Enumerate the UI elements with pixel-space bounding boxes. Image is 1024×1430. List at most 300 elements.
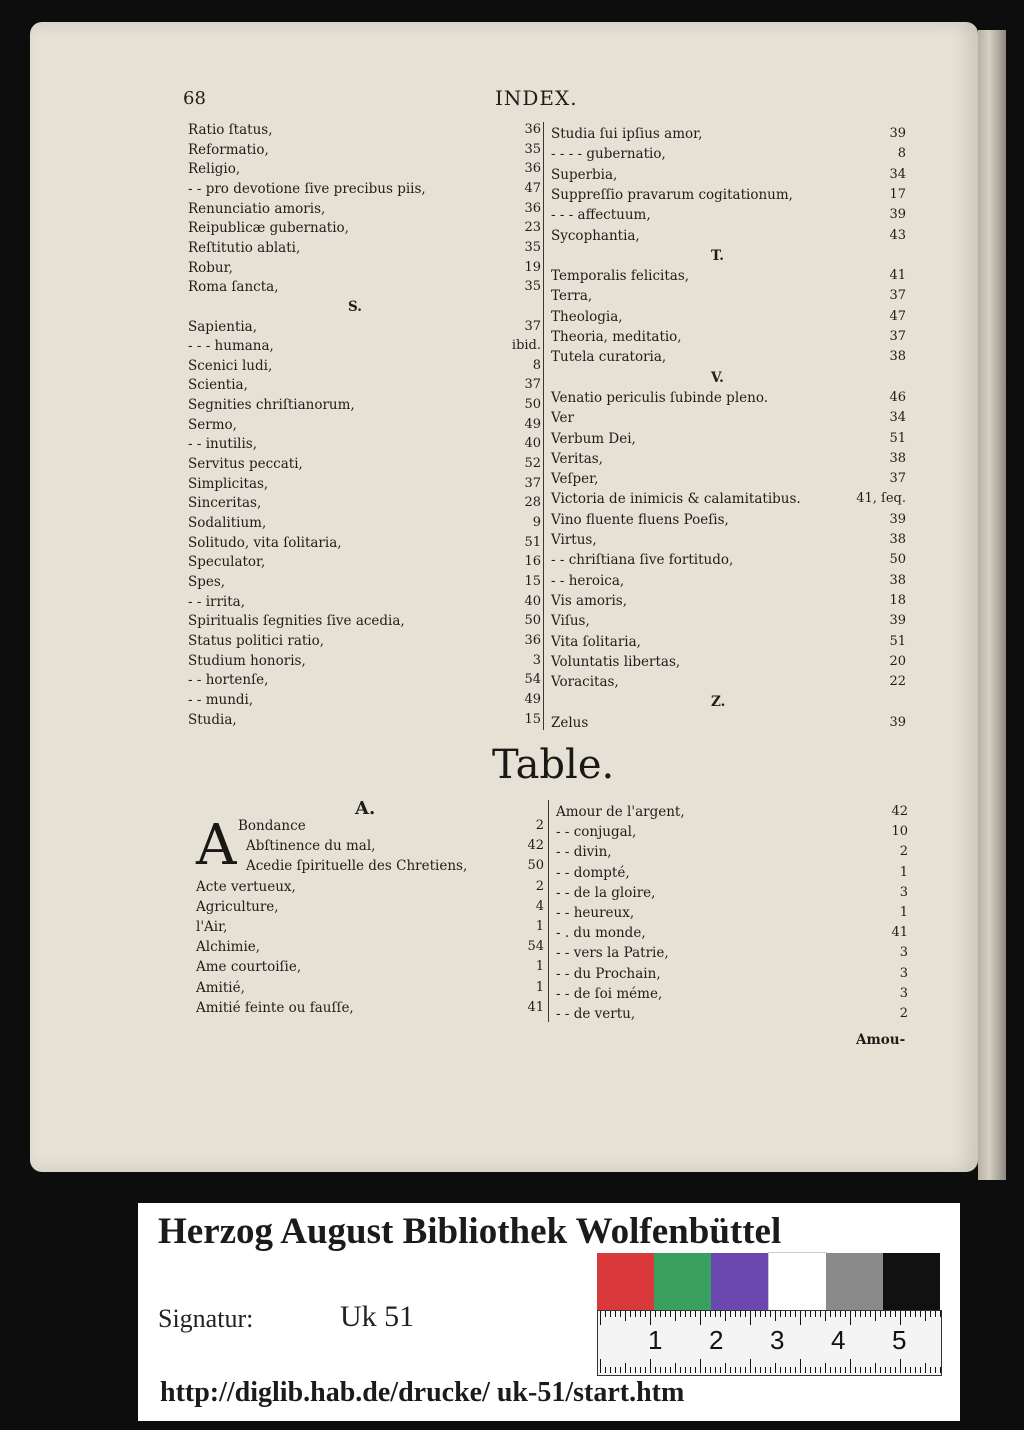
index-entry-term: Roma ſancta, <box>188 279 279 296</box>
index-entry-page: 47 <box>889 308 906 324</box>
ruler-tick <box>710 1367 711 1373</box>
index-entry-page: 35 <box>524 279 541 295</box>
ruler-tick <box>800 1311 801 1325</box>
index-entry-term: Abſtinence du mal, <box>246 838 376 855</box>
index-entry-page: 40 <box>524 436 541 452</box>
index-entry-term: - - - humana, <box>188 338 274 355</box>
index-entry-page: 36 <box>524 632 541 648</box>
index-entry-term: Voracitas, <box>551 674 619 691</box>
index-entry-page: 19 <box>524 259 541 275</box>
ruler-tick <box>930 1367 931 1373</box>
ruler-tick <box>875 1311 876 1321</box>
library-name: Herzog August Bibliothek Wolfenbüttel <box>158 1211 782 1252</box>
ruler-tick <box>840 1311 841 1317</box>
ruler-tick <box>695 1367 696 1373</box>
ruler-tick <box>885 1311 886 1317</box>
index-entry-term: Sodalitium, <box>188 515 267 531</box>
index-entry-term: Spes, <box>188 573 226 590</box>
index-entry-page: 2 <box>899 844 908 860</box>
ruler-tick <box>885 1367 886 1373</box>
index-entry-page: 39 <box>889 126 906 141</box>
index-entry-page: 38 <box>889 532 906 547</box>
index-entry-term: - - du Prochain, <box>556 965 661 982</box>
index-entry-page: 8 <box>897 146 906 162</box>
ruler-tick <box>645 1367 646 1373</box>
index-entry-page: 42 <box>891 804 908 819</box>
ruler-tick <box>790 1311 791 1317</box>
index-entry-page: 43 <box>889 227 906 243</box>
index-entry-term: - - de la gloire, <box>556 884 656 901</box>
table-column-rule <box>548 800 549 1022</box>
index-entry-page: 37 <box>524 318 541 334</box>
index-entry-page: 36 <box>524 161 541 177</box>
ruler-tick <box>680 1367 681 1373</box>
ruler-number: 1 <box>648 1325 663 1355</box>
index-entry-term: Acedie ſpirituelle des Chretiens, <box>246 858 468 875</box>
index-entry-term: Sermo, <box>188 416 237 433</box>
ruler-tick <box>895 1311 896 1317</box>
ruler-tick <box>725 1311 726 1321</box>
ruler-tick <box>620 1311 621 1317</box>
ruler-tick <box>935 1367 936 1373</box>
ruler-tick <box>920 1367 921 1373</box>
ruler-tick <box>660 1311 661 1317</box>
index-entry-page: 41 <box>527 999 544 1015</box>
ruler-tick <box>740 1367 741 1373</box>
ruler-tick <box>850 1359 851 1373</box>
index-entry-page: 50 <box>524 397 541 413</box>
index-entry-term: Scientia, <box>188 377 248 394</box>
ruler-tick <box>820 1311 821 1317</box>
ruler-tick <box>800 1359 801 1373</box>
ruler-tick <box>915 1367 916 1373</box>
index-entry-page: 37 <box>524 475 541 491</box>
index-entry-page: 15 <box>524 711 541 727</box>
index-entry-page: 39 <box>889 511 906 527</box>
index-entry-term: Amitié feinte ou fauſſe, <box>196 999 354 1016</box>
index-entry-page: 18 <box>889 592 906 608</box>
index-entry-page: 28 <box>524 495 541 511</box>
index-entry-term: Agriculture, <box>196 898 279 915</box>
index-entry-term: Religio, <box>188 161 241 178</box>
ruler-tick <box>735 1311 736 1317</box>
signatur-value: Uk 51 <box>340 1300 415 1333</box>
ruler-tick <box>835 1367 836 1373</box>
index-entry-term: - - irrita, <box>188 593 246 610</box>
ruler-tick <box>635 1311 636 1317</box>
index-entry-term: Reformatio, <box>188 141 269 158</box>
index-entry-page: 51 <box>889 430 906 446</box>
color-patch <box>769 1253 826 1311</box>
ruler-tick <box>760 1367 761 1373</box>
ruler-tick <box>740 1311 741 1317</box>
ruler-tick <box>670 1367 671 1373</box>
ruler-tick <box>820 1367 821 1373</box>
index-entry-term: Alchimie, <box>196 939 261 956</box>
index-entry-term: Tutela curatoria, <box>551 349 667 366</box>
ruler-number: 4 <box>831 1325 846 1355</box>
ruler-tick <box>780 1367 781 1373</box>
index-entry-page: 38 <box>889 450 906 466</box>
index-entry-page: 15 <box>524 573 541 589</box>
ruler-tick <box>795 1367 796 1373</box>
ruler-tick <box>870 1367 871 1373</box>
ruler-tick <box>655 1311 656 1317</box>
index-entry-page: 49 <box>524 416 541 432</box>
ruler-tick <box>845 1311 846 1317</box>
index-entry-page: 41 <box>889 268 906 284</box>
ruler-tick <box>845 1367 846 1373</box>
ruler-tick <box>655 1367 656 1373</box>
ruler-tick <box>905 1311 906 1317</box>
index-entry-term: Veſper, <box>551 471 599 488</box>
index-entry-page: 37 <box>524 377 541 393</box>
index-entry-page: 34 <box>889 166 906 182</box>
ruler-tick <box>880 1367 881 1373</box>
index-section-letter: T. <box>711 247 725 264</box>
ruler-tick <box>750 1359 751 1373</box>
index-entry-page: 22 <box>889 674 906 690</box>
index-entry-term: - - mundi, <box>188 691 254 708</box>
index-entry-page: 17 <box>889 186 906 202</box>
index-entry-term: Victoria de inimicis & calamitatibus. <box>551 491 801 508</box>
ruler-tick <box>715 1311 716 1317</box>
ruler-tick <box>610 1311 611 1317</box>
ruler-tick <box>780 1311 781 1317</box>
ruler-tick <box>840 1367 841 1373</box>
index-entry-page: 50 <box>527 858 544 874</box>
index-entry-page: 47 <box>524 180 541 196</box>
ruler-tick <box>765 1311 766 1317</box>
ruler-tick <box>835 1311 836 1317</box>
ruler-tick <box>730 1367 731 1373</box>
ruler-tick <box>910 1367 911 1373</box>
index-entry-page: 41, ſeq. <box>856 491 906 507</box>
index-entry-term: Scenici ludi, <box>188 357 273 374</box>
ruler-tick <box>675 1363 676 1373</box>
index-entry-page: 16 <box>524 554 541 570</box>
index-entry-term: Ame courtoiſie, <box>196 959 302 976</box>
ruler-tick <box>685 1311 686 1317</box>
ruler-tick <box>920 1311 921 1317</box>
index-entry-term: Renunciatio amoris, <box>188 200 326 217</box>
index-entry-page: 34 <box>889 410 906 426</box>
ruler-tick <box>900 1359 901 1373</box>
index-entry-page: 3 <box>899 884 908 900</box>
ruler-tick <box>665 1367 666 1373</box>
ruler-tick <box>770 1311 771 1317</box>
index-entry-term: Venatio periculis ſubinde pleno. <box>551 389 769 406</box>
ruler-tick <box>720 1311 721 1317</box>
ruler-tick <box>640 1311 641 1317</box>
ruler-tick <box>650 1311 651 1325</box>
index-entry-term: Sycophantia, <box>551 227 640 244</box>
ruler-tick <box>765 1367 766 1373</box>
index-entry-term: Status politici ratio, <box>188 632 325 649</box>
ruler-tick <box>690 1367 691 1373</box>
index-entry-page: 41 <box>891 925 908 941</box>
ruler-tick <box>635 1367 636 1373</box>
index-section-letter: V. <box>711 369 724 386</box>
ruler-tick <box>615 1311 616 1317</box>
index-entry-term: Bondance <box>238 818 306 834</box>
index-entry-term: Zelus <box>551 714 589 731</box>
index-entry-term: Superbia, <box>551 166 618 183</box>
ruler-tick <box>830 1311 831 1317</box>
index-entry-page: 23 <box>524 220 541 236</box>
index-entry-term: - - - affectuum, <box>551 207 651 224</box>
ruler-tick <box>940 1367 941 1373</box>
index-entry-term: Simplicitas, <box>188 475 269 492</box>
index-entry-page: 8 <box>532 357 541 373</box>
ruler-tick <box>770 1367 771 1373</box>
index-entry-term: - - inutilis, <box>188 436 258 453</box>
ruler-tick <box>690 1311 691 1317</box>
ruler-tick <box>755 1311 756 1317</box>
index-entry-page: 9 <box>532 515 541 530</box>
index-entry-term: Vino fluente fluens Poeſis, <box>551 511 729 528</box>
ruler-tick <box>705 1367 706 1373</box>
index-entry-term: - - dompté, <box>556 864 630 881</box>
color-patch <box>711 1253 768 1311</box>
index-entry-term: Terra, <box>551 288 593 305</box>
index-entry-page: 49 <box>524 691 541 707</box>
ruler-tick <box>805 1311 806 1317</box>
index-entry-term: Veritas, <box>551 450 603 467</box>
ruler-tick <box>795 1311 796 1317</box>
ruler-tick <box>750 1311 751 1325</box>
ruler-tick <box>625 1311 626 1321</box>
index-entry-term: Ratio ſtatus, <box>188 122 273 138</box>
index-entry-page: 35 <box>524 141 541 157</box>
index-entry-term: Theoria, meditatio, <box>551 329 682 345</box>
ruler-tick <box>850 1311 851 1325</box>
index-entry-page: 2 <box>535 878 544 894</box>
ruler-tick <box>700 1359 701 1373</box>
ruler-tick <box>815 1367 816 1373</box>
index-entry-term: Acte vertueux, <box>196 878 296 895</box>
ruler-tick <box>725 1363 726 1373</box>
ruler-tick <box>610 1367 611 1373</box>
ruler-tick <box>875 1363 876 1373</box>
ruler-tick <box>605 1311 606 1317</box>
index-entry-term: - - heureux, <box>556 905 635 921</box>
digital-library-url[interactable]: http://diglib.hab.de/drucke/ uk-51/start.htm <box>160 1377 685 1408</box>
index-entry-term: Virtus, <box>551 532 597 548</box>
index-entry-page: 3 <box>899 965 908 981</box>
index-entry-term: - - hortenſe, <box>188 672 269 689</box>
signatur-label: Signatur: <box>158 1304 254 1333</box>
index-entry-page: ibid. <box>511 338 541 354</box>
index-entry-term: Verbum Dei, <box>551 430 636 447</box>
index-entry-page: 39 <box>889 613 906 629</box>
ruler-tick <box>630 1311 631 1317</box>
index-entry-term: - - conjugal, <box>556 824 637 841</box>
ruler-tick <box>685 1367 686 1373</box>
ruler-tick <box>745 1367 746 1373</box>
index-entry-term: Vita ſolitaria, <box>551 633 641 650</box>
index-entry-term: Voluntatis libertas, <box>551 653 681 670</box>
index-entry-page: 4 <box>535 898 544 914</box>
ruler-tick <box>860 1367 861 1373</box>
index-entry-term: Speculator, <box>188 554 266 571</box>
index-column-rule <box>543 122 544 730</box>
ruler-tick <box>775 1311 776 1321</box>
index-entry-term: Sinceritas, <box>188 495 262 512</box>
index-entry-term: Suppreſſio pravarum cogitationum, <box>551 186 793 203</box>
table-section-letter: A. <box>355 798 376 819</box>
index-entry-page: 37 <box>889 471 906 487</box>
ruler-tick <box>705 1311 706 1317</box>
ruler-tick <box>865 1311 866 1317</box>
ruler-tick <box>630 1367 631 1373</box>
index-entry-page: 3 <box>899 985 908 1001</box>
ruler-tick <box>710 1311 711 1317</box>
ruler-number: 3 <box>770 1325 785 1355</box>
ruler-tick <box>935 1311 936 1317</box>
index-entry-term: - - de ſoi méme, <box>556 985 663 1002</box>
index-entry-page: 37 <box>889 329 906 344</box>
index-entry-page: 37 <box>889 288 906 304</box>
index-entry-term: Robur, <box>188 259 233 276</box>
color-patch <box>883 1253 940 1311</box>
index-entry-page: 3 <box>899 945 908 961</box>
ruler-tick <box>905 1367 906 1373</box>
ruler-tick <box>680 1311 681 1317</box>
book-page <box>30 22 978 1172</box>
index-entry-page: 50 <box>524 613 541 629</box>
ruler-tick <box>900 1311 901 1325</box>
index-entry-term: Spiritualis ſegnities ſive acedia, <box>188 613 405 630</box>
index-entry-page: 10 <box>891 824 908 840</box>
index-entry-page: 1 <box>535 979 544 995</box>
ruler-tick <box>700 1311 701 1325</box>
ruler-tick <box>605 1367 606 1373</box>
ruler-tick <box>790 1367 791 1373</box>
index-entry-term: - - pro devotione ſive precibus piis, <box>188 180 426 197</box>
ruler-tick <box>880 1311 881 1317</box>
ruler-tick <box>805 1367 806 1373</box>
ruler-tick <box>645 1311 646 1317</box>
index-entry-page: 51 <box>889 633 906 649</box>
ruler-number: 2 <box>709 1325 724 1355</box>
color-patch <box>826 1253 883 1311</box>
index-entry-page: 36 <box>524 122 541 137</box>
ruler-tick <box>675 1311 676 1321</box>
index-entry-page: 39 <box>889 207 906 223</box>
color-patch <box>597 1253 654 1311</box>
ruler-tick <box>910 1311 911 1317</box>
ruler-tick <box>600 1311 601 1325</box>
ruler-tick <box>640 1367 641 1373</box>
ruler-tick <box>930 1311 931 1317</box>
index-entry-page: 1 <box>899 905 908 920</box>
ruler-tick <box>855 1367 856 1373</box>
ruler-tick <box>915 1311 916 1317</box>
ruler-tick <box>830 1367 831 1373</box>
index-section-letter: S. <box>348 298 362 315</box>
index-section-letter: Z. <box>711 694 726 711</box>
book-spine-edge <box>978 30 1006 1180</box>
ruler-tick <box>600 1359 601 1373</box>
index-entry-term: Studia, <box>188 711 237 728</box>
index-entry-term: Servitus peccati, <box>188 456 303 473</box>
ruler-tick <box>865 1367 866 1373</box>
index-entry-page: 54 <box>524 672 541 688</box>
ruler-tick <box>760 1311 761 1317</box>
ruler-tick <box>665 1311 666 1317</box>
ruler-tick <box>925 1363 926 1373</box>
index-entry-page: 38 <box>889 349 906 365</box>
ruler-tick <box>810 1367 811 1373</box>
index-entry-page: 50 <box>889 552 906 568</box>
index-entry-page: 40 <box>524 593 541 609</box>
index-entry-page: 1 <box>535 959 544 975</box>
ruler-tick <box>785 1367 786 1373</box>
ruler-tick <box>940 1311 941 1317</box>
index-entry-term: - - heroica, <box>551 572 625 589</box>
index-entry-page: 2 <box>535 818 544 833</box>
index-entry-page: 38 <box>889 572 906 588</box>
ruler-tick <box>895 1367 896 1373</box>
index-entry-term: Amour de l'argent, <box>556 804 685 820</box>
ruler-tick <box>730 1311 731 1317</box>
index-entry-term: Reſtitutio ablati, <box>188 239 301 256</box>
index-entry-page: 42 <box>527 838 544 854</box>
color-patch <box>654 1253 711 1311</box>
index-entry-page: 3 <box>532 652 541 668</box>
table-heading: Table. <box>492 742 615 788</box>
index-entry-term: - . du monde, <box>556 925 646 942</box>
ruler-tick <box>695 1311 696 1317</box>
ruler-tick <box>620 1367 621 1373</box>
page-number: 68 <box>183 88 206 109</box>
index-entry-page: 2 <box>899 1006 908 1021</box>
ruler-tick <box>775 1363 776 1373</box>
index-entry-page: 54 <box>527 939 544 955</box>
index-entry-term: - - - - gubernatio, <box>551 146 666 163</box>
index-entry-term: l'Air, <box>196 919 228 935</box>
index-entry-term: Vis amoris, <box>551 592 628 609</box>
index-entry-term: Ver <box>551 410 574 427</box>
index-entry-term: Temporalis felicitas, <box>551 268 690 285</box>
index-entry-term: Studia ſui ipſius amor, <box>551 126 703 142</box>
ruler-tick <box>720 1367 721 1373</box>
index-entry-page: 1 <box>535 919 544 934</box>
index-entry-term: Solitudo, vita ſolitaria, <box>188 534 342 551</box>
index-entry-term: Studium honoris, <box>188 652 306 669</box>
ruler-tick <box>715 1367 716 1373</box>
ruler-tick <box>745 1311 746 1317</box>
page-title: INDEX. <box>495 86 578 110</box>
ruler-tick <box>625 1363 626 1373</box>
index-entry-term: - - de vertu, <box>556 1006 636 1022</box>
ruler-tick <box>815 1311 816 1317</box>
index-entry-term: Sapientia, <box>188 318 258 335</box>
index-entry-page: 51 <box>524 534 541 550</box>
index-entry-term: Reipublicæ gubernatio, <box>188 220 349 237</box>
index-entry-page: 36 <box>524 200 541 216</box>
ruler-tick <box>810 1311 811 1317</box>
index-entry-term: Segnities chriſtianorum, <box>188 397 355 414</box>
index-entry-term: Amitié, <box>196 979 245 996</box>
ruler-tick <box>890 1367 891 1373</box>
catchword: Amou- <box>856 1032 906 1048</box>
ruler-tick <box>860 1311 861 1317</box>
ruler-tick <box>670 1311 671 1317</box>
ruler-tick <box>735 1367 736 1373</box>
ruler-tick <box>755 1367 756 1373</box>
